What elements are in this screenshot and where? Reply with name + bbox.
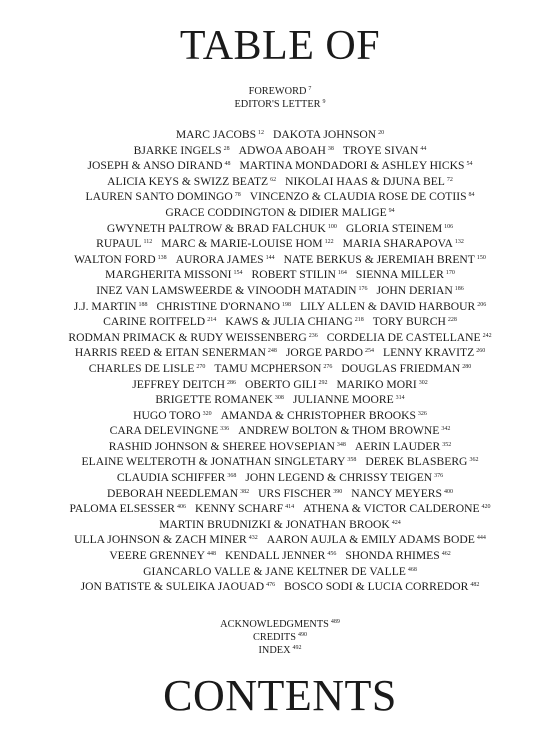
- entry-page-number: 7: [308, 86, 312, 92]
- entry-name: JORGE PARDO: [285, 346, 364, 360]
- entry-page-number: 44: [420, 145, 427, 152]
- toc-entry: [303, 502, 490, 515]
- toc-entry: [285, 175, 453, 188]
- toc-entry: [110, 424, 230, 437]
- toc-entry: [75, 346, 277, 359]
- entry-name: LILY ALLEN & DAVID HARBOUR: [299, 299, 476, 313]
- entry-page-number: 84: [468, 192, 475, 199]
- toc-entry: [284, 253, 486, 266]
- entry-name: JEFFREY DEITCH: [132, 377, 225, 391]
- toc-entry: [74, 533, 258, 546]
- toc-entry: [176, 128, 264, 141]
- toc-entry: [143, 565, 417, 578]
- entry-page-number: 228: [447, 317, 457, 324]
- entry-page-number: 9: [322, 99, 326, 105]
- front-matter-list: [0, 83, 560, 109]
- contributors-list: [0, 126, 560, 594]
- toc-entry: [249, 86, 312, 97]
- toc-entry: [81, 580, 276, 593]
- toc-entry: [250, 190, 475, 203]
- toc-line: [0, 485, 560, 501]
- entry-name: ACKNOWLEDGMENTS: [220, 618, 329, 630]
- toc-entry: [96, 284, 367, 297]
- toc-entry: [107, 175, 276, 188]
- toc-entry: [132, 378, 236, 391]
- entry-page-number: 100: [327, 223, 337, 230]
- toc-line: [0, 547, 560, 563]
- entry-page-number: 164: [337, 270, 347, 277]
- toc-entry: [345, 549, 450, 562]
- entry-name: MARC & MARIE-LOUISE HOM: [161, 237, 323, 251]
- toc-entry: [195, 502, 294, 515]
- entry-name: ALICIA KEYS & SWIZZ BEATZ: [107, 174, 269, 188]
- toc-entry: [327, 331, 492, 344]
- entry-page-number: 492: [292, 645, 302, 651]
- entry-page-number: 352: [442, 441, 452, 448]
- toc-line: [0, 500, 560, 516]
- entry-name: AARON AUJLA & EMILY ADAMS BODE: [266, 533, 475, 547]
- entry-page-number: 276: [323, 363, 333, 370]
- toc-entry: [240, 159, 473, 172]
- entry-page-number: 382: [240, 488, 250, 495]
- entry-page-number: 420: [481, 504, 491, 511]
- toc-entry: [343, 144, 426, 157]
- page-title-bottom: CONTENTS: [163, 671, 397, 720]
- entry-name: HUGO TORO: [133, 408, 201, 422]
- toc-entry: [284, 580, 479, 593]
- entry-name: CARA DELEVINGNE: [109, 424, 219, 438]
- entry-name: FOREWORD: [248, 85, 307, 97]
- entry-name: LENNY KRAVITZ: [383, 346, 475, 360]
- toc-entry: [221, 409, 427, 422]
- toc-line: [0, 422, 560, 438]
- entry-page-number: 186: [454, 285, 464, 292]
- entry-name: MARGHERITA MISSONI: [105, 268, 232, 282]
- toc-entry: [89, 362, 206, 375]
- entry-name: DEREK BLASBERG: [365, 455, 468, 469]
- toc-entry: [238, 424, 450, 437]
- entry-name: DOUGLAS FRIEDMAN: [341, 361, 461, 375]
- toc-entry: [258, 487, 342, 500]
- entry-name: SHONDA RHIMES: [345, 549, 440, 563]
- entry-name: CHARLES DE LISLE: [88, 361, 195, 375]
- entry-page-number: 176: [358, 285, 368, 292]
- entry-name: MARTIN BRUDNIZKI & JONATHAN BROOK: [159, 517, 390, 531]
- toc-line: [0, 391, 560, 407]
- entry-page-number: 432: [248, 535, 258, 542]
- toc-entry: [96, 237, 152, 250]
- entry-name: CHRISTINE D'ORNANO: [156, 299, 280, 313]
- toc-entry: [356, 268, 455, 281]
- entry-name: JOHN DERIAN: [376, 283, 453, 297]
- toc-line: [0, 313, 560, 329]
- entry-page-number: 462: [441, 551, 451, 558]
- entry-name: ADWOA ABOAH: [238, 143, 326, 157]
- entry-name: PALOMA ELSESSER: [69, 502, 175, 516]
- entry-page-number: 390: [333, 488, 343, 495]
- entry-name: ATHENA & VICTOR CALDERONE: [303, 502, 480, 516]
- entry-page-number: 170: [445, 270, 455, 277]
- entry-page-number: 48: [224, 161, 231, 168]
- entry-name: NANCY MEYERS: [351, 486, 442, 500]
- entry-name: J.J. MARTIN: [73, 299, 137, 313]
- entry-name: ROBERT STILIN: [251, 268, 336, 282]
- toc-entry: [117, 471, 237, 484]
- entry-name: GWYNETH PALTROW & BRAD FALCHUK: [106, 221, 326, 235]
- toc-entry: [251, 268, 346, 281]
- entry-page-number: 326: [417, 410, 427, 417]
- toc-entry: [351, 487, 453, 500]
- entry-page-number: 106: [444, 223, 454, 230]
- toc-entry: [245, 471, 443, 484]
- entry-page-number: 20: [378, 130, 385, 136]
- entry-page-number: 468: [407, 566, 417, 573]
- toc-line: [0, 329, 560, 345]
- toc-line: [0, 251, 560, 267]
- toc-entry: [85, 190, 240, 203]
- entry-page-number: 292: [318, 379, 328, 386]
- toc-entry: [68, 331, 317, 344]
- entry-name: VEERE GRENNEY: [109, 549, 205, 563]
- entry-page-number: 144: [265, 254, 275, 261]
- entry-name: JULIANNE MOORE: [292, 393, 394, 407]
- toc-entry: [74, 300, 148, 313]
- entry-page-number: 12: [258, 130, 265, 136]
- toc-entry: [273, 128, 384, 141]
- toc-entry: [165, 206, 394, 219]
- entry-name: TAMU MCPHERSON: [214, 361, 322, 375]
- toc-entry: [220, 619, 340, 630]
- toc-entry: [88, 159, 231, 172]
- entry-page-number: 376: [434, 473, 444, 480]
- toc-line: [0, 438, 560, 454]
- entry-page-number: 138: [157, 254, 167, 261]
- toc-entry: [253, 632, 307, 643]
- entry-name: SIENNA MILLER: [355, 268, 444, 282]
- entry-page-number: 362: [469, 457, 479, 464]
- toc-entry: [159, 518, 401, 531]
- toc-entry: [134, 144, 230, 157]
- entry-page-number: 368: [227, 473, 237, 480]
- entry-page-number: 400: [443, 488, 453, 495]
- entry-name: DEBORAH NEEDLEMAN: [107, 486, 239, 500]
- entry-page-number: 112: [143, 239, 153, 246]
- toc-entry: [267, 533, 486, 546]
- back-matter-line: [0, 642, 560, 655]
- toc-entry: [74, 253, 167, 266]
- entry-page-number: 444: [476, 535, 486, 542]
- toc-entry: [107, 222, 337, 235]
- entry-name: AERIN LAUDER: [354, 439, 441, 453]
- toc-line: [0, 360, 560, 376]
- entry-page-number: 342: [441, 426, 451, 433]
- entry-name: WALTON FORD: [74, 252, 156, 266]
- entry-page-number: 406: [177, 504, 186, 511]
- entry-page-number: 308: [274, 395, 284, 402]
- entry-name: MARC JACOBS: [175, 128, 257, 141]
- entry-name: ULLA JOHNSON & ZACH MINER: [74, 533, 247, 547]
- entry-page-number: 490: [297, 632, 307, 638]
- toc-entry: [373, 315, 457, 328]
- entry-page-number: 62: [270, 176, 277, 183]
- entry-page-number: 476: [266, 582, 276, 589]
- entry-name: NIKOLAI HAAS & DJUNA BEL: [285, 174, 445, 188]
- toc-line: [0, 266, 560, 282]
- entry-name: BRIGETTE ROMANEK: [155, 393, 273, 407]
- entry-page-number: 188: [138, 301, 148, 308]
- toc-line: [0, 531, 560, 547]
- toc-entry: [105, 268, 242, 281]
- toc-line: [0, 407, 560, 423]
- entry-page-number: 28: [223, 145, 230, 152]
- toc-line: [0, 563, 560, 579]
- toc-line: [0, 578, 560, 594]
- entry-name: JON BATISTE & SULEIKA JAOUAD: [80, 580, 265, 594]
- entry-name: AMANDA & CHRISTOPHER BROOKS: [220, 408, 416, 422]
- entry-page-number: 358: [347, 457, 357, 464]
- toc-entry: [109, 549, 216, 562]
- entry-name: MARIKO MORI: [336, 377, 417, 391]
- toc-line: [0, 220, 560, 236]
- toc-line: [0, 516, 560, 532]
- entry-page-number: 218: [354, 317, 364, 324]
- entry-page-number: 414: [285, 504, 295, 511]
- entry-name: INEZ VAN LAMSWEERDE & VINOODH MATADIN: [96, 283, 357, 297]
- entry-name: BJARKE INGELS: [133, 143, 222, 157]
- entry-name: JOHN LEGEND & CHRISSY TEIGEN: [245, 471, 433, 485]
- toc-entry: [341, 362, 471, 375]
- front-matter-line: [0, 83, 560, 96]
- entry-page-number: 302: [418, 379, 428, 386]
- entry-name: ELAINE WELTEROTH & JONATHAN SINGLETARY: [81, 455, 346, 469]
- entry-name: INDEX: [258, 644, 291, 656]
- entry-name: GRACE CODDINGTON & DIDIER MALIGE: [165, 205, 387, 219]
- toc-line: [0, 126, 560, 142]
- toc-entry: [82, 455, 357, 468]
- entry-page-number: 254: [365, 348, 375, 355]
- entry-name: CORDELIA DE CASTELLANE: [326, 330, 481, 344]
- toc-line: [0, 453, 560, 469]
- toc-entry: [225, 315, 364, 328]
- toc-line: [0, 157, 560, 173]
- entry-name: GIANCARLO VALLE & JANE KELTNER DE VALLE: [143, 564, 406, 578]
- entry-name: GLORIA STEINEM: [345, 221, 443, 235]
- toc-entry: [239, 144, 334, 157]
- entry-name: CARINE ROITFELD: [103, 315, 206, 329]
- entry-page-number: 122: [324, 239, 334, 246]
- entry-name: OBERTO GILI: [244, 377, 317, 391]
- page-title: TABLE OF: [179, 23, 381, 69]
- toc-line: [0, 235, 560, 251]
- toc-line: [0, 188, 560, 204]
- entry-page-number: 38: [327, 145, 334, 152]
- entry-page-number: 270: [196, 363, 206, 370]
- entry-page-number: 72: [446, 176, 453, 183]
- toc-entry: [365, 455, 478, 468]
- entry-page-number: 320: [202, 410, 212, 417]
- entry-page-number: 154: [233, 270, 243, 277]
- entry-page-number: 214: [207, 317, 217, 324]
- toc-entry: [293, 393, 405, 406]
- toc-entry: [214, 362, 332, 375]
- entry-name: AURORA JAMES: [175, 252, 264, 266]
- entry-page-number: 54: [466, 161, 473, 168]
- toc-line: [0, 142, 560, 158]
- entry-name: BOSCO SODI & LUCIA CORREDOR: [284, 580, 469, 594]
- entry-page-number: 198: [281, 301, 291, 308]
- entry-page-number: 424: [391, 519, 401, 526]
- toc-entry: [337, 378, 428, 391]
- toc-entry: [161, 237, 333, 250]
- entry-page-number: 260: [476, 348, 486, 355]
- entry-page-number: 456: [327, 551, 337, 558]
- toc-entry: [107, 487, 249, 500]
- toc-line: [0, 469, 560, 485]
- toc-entry: [300, 300, 486, 313]
- entry-name: CLAUDIA SCHIFFER: [116, 471, 226, 485]
- toc-entry: [103, 315, 216, 328]
- entry-name: MARTINA MONDADORI & ASHLEY HICKS: [239, 159, 465, 173]
- entry-name: KENNY SCHARF: [195, 502, 284, 516]
- toc-line: [0, 376, 560, 392]
- toc-entry: [156, 300, 291, 313]
- entry-page-number: 280: [462, 363, 472, 370]
- entry-name: LAUREN SANTO DOMINGO: [85, 190, 233, 204]
- entry-name: ANDREW BOLTON & THOM BROWNE: [238, 424, 440, 438]
- toc-entry: [343, 237, 464, 250]
- entry-page-number: 206: [477, 301, 487, 308]
- entry-name: JOSEPH & ANSO DIRAND: [87, 159, 223, 173]
- toc-entry: [286, 346, 374, 359]
- entry-name: TROYE SIVAN: [342, 143, 419, 157]
- toc-line: [0, 204, 560, 220]
- toc-entry: [133, 409, 212, 422]
- entry-name: MARIA SHARAPOVA: [342, 237, 453, 251]
- entry-name: VINCENZO & CLAUDIA ROSE DE COTIIS: [249, 190, 467, 204]
- entry-page-number: 448: [206, 551, 216, 558]
- toc-entry: [176, 253, 275, 266]
- entry-name: HARRIS REED & EITAN SENERMAN: [74, 346, 266, 360]
- entry-name: TORY BURCH: [372, 315, 446, 329]
- entry-page-number: 94: [388, 207, 395, 214]
- entry-page-number: 248: [267, 348, 277, 355]
- toc-entry: [69, 502, 186, 515]
- entry-page-number: 348: [336, 441, 346, 448]
- toc-entry: [109, 440, 346, 453]
- entry-name: KAWS & JULIA CHIANG: [225, 315, 353, 329]
- entry-page-number: 236: [308, 332, 318, 339]
- back-matter-list: [0, 616, 560, 655]
- toc-entry: [355, 440, 451, 453]
- entry-page-number: 489: [330, 619, 340, 625]
- toc-entry: [245, 378, 328, 391]
- back-matter-line: [0, 616, 560, 629]
- entry-page-number: 150: [476, 254, 486, 261]
- entry-name: KENDALL JENNER: [224, 549, 326, 563]
- toc-entry: [376, 284, 463, 297]
- entry-name: URS FISCHER: [258, 486, 332, 500]
- toc-line: [0, 298, 560, 314]
- entry-page-number: 242: [482, 332, 492, 339]
- entry-page-number: 78: [234, 192, 241, 199]
- toc-entry: [258, 645, 301, 656]
- toc-entry: [234, 99, 325, 110]
- entry-page-number: 314: [395, 395, 405, 402]
- toc-line: [0, 344, 560, 360]
- entry-page-number: 336: [220, 426, 230, 433]
- toc-entry: [155, 393, 284, 406]
- entry-page-number: 482: [470, 582, 480, 589]
- toc-entry: [383, 346, 485, 359]
- entry-name: DAKOTA JOHNSON: [273, 128, 377, 141]
- entry-name: RASHID JOHNSON & SHEREE HOVSEPIAN: [108, 439, 335, 453]
- entry-name: EDITOR'S LETTER: [234, 98, 321, 110]
- entry-name: CREDITS: [253, 631, 296, 643]
- toc-entry: [346, 222, 453, 235]
- entry-name: RUPAUL: [96, 237, 142, 251]
- front-matter-line: [0, 96, 560, 109]
- entry-name: RODMAN PRIMACK & RUDY WEISSENBERG: [68, 330, 307, 344]
- entry-page-number: 132: [454, 239, 464, 246]
- back-matter-line: [0, 629, 560, 642]
- toc-line: [0, 173, 560, 189]
- toc-entry: [225, 549, 336, 562]
- toc-line: [0, 282, 560, 298]
- entry-page-number: 286: [226, 379, 236, 386]
- entry-name: NATE BERKUS & JEREMIAH BRENT: [283, 252, 475, 266]
